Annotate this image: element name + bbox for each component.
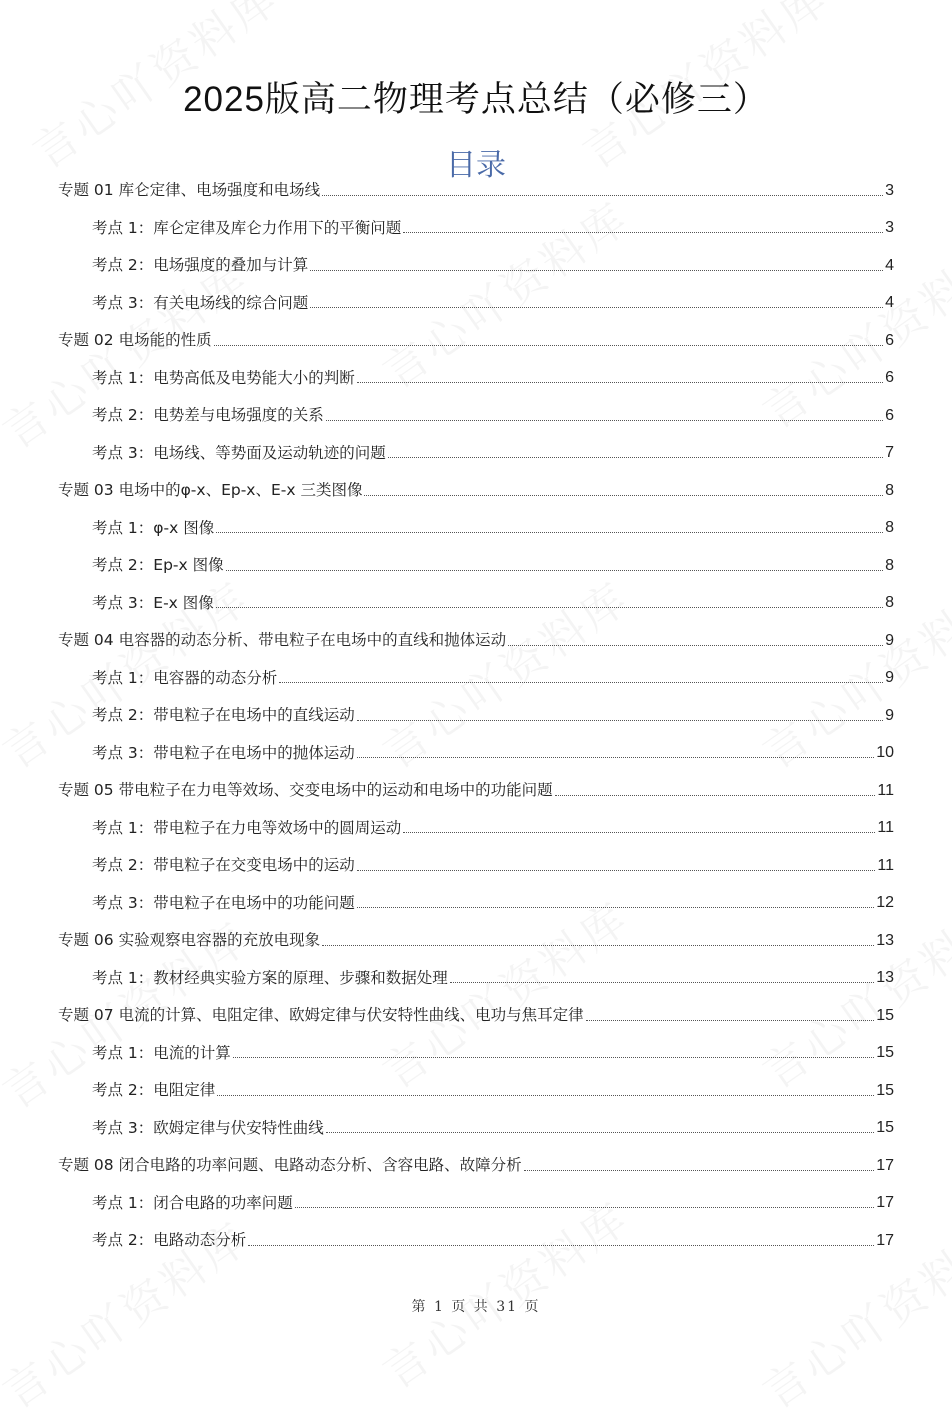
dot-leader xyxy=(586,1020,875,1021)
toc-entry-point[interactable] xyxy=(58,276,894,314)
toc-entry-point[interactable] xyxy=(58,576,894,614)
toc-entry-label: 考点 2：电场强度的叠加与计算 xyxy=(92,256,309,274)
dot-leader xyxy=(295,1207,874,1208)
dot-leader xyxy=(322,195,883,196)
toc-entry-point[interactable] xyxy=(58,1026,894,1064)
page-footer: 第 1 页 共 31 页 xyxy=(411,1299,541,1315)
toc-entry-page-number: 9 xyxy=(885,631,894,649)
toc-entry-label: 考点 2：Ep-x 图像 xyxy=(92,556,224,574)
toc-entry-label: 考点 3：有关电场线的综合问题 xyxy=(92,293,309,312)
toc-entry-topic[interactable] xyxy=(58,913,894,951)
toc-entry-label: 专题 02 电场能的性质 xyxy=(58,331,212,349)
toc-entry-label: 专题 03 电场中的φ-x、Ep-x、E-x 三类图像 xyxy=(58,481,363,499)
toc-entry-page-number: 8 xyxy=(885,519,894,536)
toc-entry-point[interactable] xyxy=(58,1063,894,1101)
toc-entry-point[interactable] xyxy=(58,201,894,239)
dot-leader xyxy=(555,795,876,796)
toc-entry-label: 考点 1：闭合电路的功率问题 xyxy=(92,1193,293,1212)
toc-entry-label: 考点 1：φ-x 图像 xyxy=(92,518,215,537)
toc-entry-page-number: 15 xyxy=(876,1006,894,1024)
toc-entry-page-number: 6 xyxy=(885,331,894,349)
toc-entry-page-number: 6 xyxy=(885,369,894,386)
toc-entry-topic[interactable] xyxy=(58,163,894,201)
toc-entry-label: 考点 2：带电粒子在电场中的直线运动 xyxy=(92,706,355,724)
dot-leader xyxy=(403,832,875,833)
toc-entry-label: 专题 08 闭合电路的功率问题、电路动态分析、含容电路、故障分析 xyxy=(58,1156,522,1174)
toc-entry-point[interactable] xyxy=(58,501,894,539)
toc-entry-point[interactable] xyxy=(58,838,894,876)
toc-entry-page-number: 15 xyxy=(876,1081,894,1099)
toc-entry-label: 考点 3：电场线、等势面及运动轨迹的问题 xyxy=(92,443,386,462)
toc-entry-page-number: 15 xyxy=(876,1119,894,1136)
dot-leader xyxy=(357,382,883,383)
dot-leader xyxy=(226,570,883,571)
dot-leader xyxy=(524,1170,875,1171)
toc-entry-label: 专题 06 实验观察电容器的充放电现象 xyxy=(58,931,321,949)
toc-entry-page-number: 17 xyxy=(876,1156,894,1174)
toc-entry-page-number: 8 xyxy=(885,594,894,611)
toc-entry-point[interactable] xyxy=(58,651,894,689)
dot-leader xyxy=(326,1132,874,1133)
dot-leader xyxy=(233,1057,874,1058)
dot-leader xyxy=(279,682,883,683)
toc-entry-point[interactable] xyxy=(58,388,894,426)
toc-entry-label: 考点 1：电容器的动态分析 xyxy=(92,668,278,687)
toc-entry-page-number: 9 xyxy=(885,706,894,724)
toc-entry-point[interactable] xyxy=(58,1213,894,1251)
toc-entry-topic[interactable] xyxy=(58,613,894,651)
toc-entry-label: 考点 3：E-x 图像 xyxy=(92,593,214,612)
toc-entry-point[interactable] xyxy=(58,801,894,839)
toc-entry-point[interactable] xyxy=(58,876,894,914)
dot-leader xyxy=(508,645,883,646)
toc-entry-point[interactable] xyxy=(58,951,894,989)
dot-leader xyxy=(216,532,883,533)
toc-entry-point[interactable] xyxy=(58,538,894,576)
toc-entry-page-number: 15 xyxy=(876,1044,894,1061)
dot-leader xyxy=(364,495,883,496)
toc-entry-page-number: 11 xyxy=(877,856,894,874)
toc-entry-label: 专题 01 库仑定律、电场强度和电场线 xyxy=(58,181,321,199)
toc-entry-point[interactable] xyxy=(58,1176,894,1214)
toc-entry-point[interactable] xyxy=(58,238,894,276)
toc-entry-label: 考点 1：库仑定律及库仑力作用下的平衡问题 xyxy=(92,218,402,237)
toc-entry-label: 考点 1：带电粒子在力电等效场中的圆周运动 xyxy=(92,818,402,837)
toc-entry-label: 考点 3：带电粒子在电场中的功能问题 xyxy=(92,893,355,912)
toc-entry-topic[interactable] xyxy=(58,1138,894,1176)
dot-leader xyxy=(216,607,883,608)
dot-leader xyxy=(357,757,874,758)
toc-entry-page-number: 17 xyxy=(876,1194,894,1211)
toc-entry-topic[interactable] xyxy=(58,763,894,801)
toc-heading: 目录 xyxy=(446,148,506,183)
toc-entry-label: 考点 2：电路动态分析 xyxy=(92,1231,247,1249)
toc-entry-page-number: 3 xyxy=(885,219,894,236)
toc-entry-page-number: 12 xyxy=(876,894,894,911)
toc-entry-label: 专题 04 电容器的动态分析、带电粒子在电场中的直线和抛体运动 xyxy=(58,631,507,649)
toc-entry-page-number: 6 xyxy=(885,406,894,424)
toc-entry-page-number: 4 xyxy=(885,294,894,311)
toc-entry-page-number: 9 xyxy=(885,669,894,686)
toc-entry-topic[interactable] xyxy=(58,988,894,1026)
dot-leader xyxy=(217,1095,874,1096)
dot-leader xyxy=(310,307,883,308)
toc-entry-label: 考点 2：电阻定律 xyxy=(92,1081,216,1099)
toc-entry-label: 专题 07 电流的计算、电阻定律、欧姆定律与伏安特性曲线、电功与焦耳定律 xyxy=(58,1006,584,1024)
toc-entry-page-number: 8 xyxy=(885,481,894,499)
dot-leader xyxy=(214,345,884,346)
dot-leader xyxy=(450,982,874,983)
toc-entry-label: 考点 1：电势高低及电势能大小的判断 xyxy=(92,368,355,387)
toc-entry-page-number: 13 xyxy=(876,931,894,949)
toc-entry-point[interactable] xyxy=(58,351,894,389)
dot-leader xyxy=(357,870,876,871)
toc-entry-page-number: 7 xyxy=(885,444,894,461)
toc-entry-point[interactable] xyxy=(58,688,894,726)
toc-entry-point[interactable] xyxy=(58,426,894,464)
toc-entry-page-number: 11 xyxy=(877,819,894,836)
toc-entry-label: 考点 1：电流的计算 xyxy=(92,1043,231,1062)
dot-leader xyxy=(357,907,874,908)
toc-entry-topic[interactable] xyxy=(58,313,894,351)
dot-leader xyxy=(326,420,883,421)
toc-entry-page-number: 10 xyxy=(876,744,894,761)
dot-leader xyxy=(310,270,883,271)
toc-entry-point[interactable] xyxy=(58,726,894,764)
page-title: 2025版高二物理考点总结（必修三） xyxy=(183,80,769,119)
toc-entry-page-number: 17 xyxy=(876,1231,894,1249)
toc-entry-label: 专题 05 带电粒子在力电等效场、交变电场中的运动和电场中的功能问题 xyxy=(58,781,553,799)
toc-entry-page-number: 4 xyxy=(885,256,894,274)
toc-entry-label: 考点 3：带电粒子在电场中的抛体运动 xyxy=(92,743,355,762)
toc-entry-label: 考点 3：欧姆定律与伏安特性曲线 xyxy=(92,1118,324,1137)
toc-entry-page-number: 8 xyxy=(885,556,894,574)
dot-leader xyxy=(322,945,874,946)
toc-entry-page-number: 13 xyxy=(876,969,894,986)
toc-entry-page-number: 3 xyxy=(885,181,894,199)
dot-leader xyxy=(388,457,883,458)
toc-entry-page-number: 11 xyxy=(877,781,894,799)
dot-leader xyxy=(248,1245,874,1246)
toc-entry-point[interactable] xyxy=(58,1101,894,1139)
dot-leader xyxy=(357,720,883,721)
toc-entry-label: 考点 2：电势差与电场强度的关系 xyxy=(92,406,324,424)
toc-entry-label: 考点 1：教材经典实验方案的原理、步骤和数据处理 xyxy=(92,968,448,987)
table-of-contents xyxy=(58,163,894,1251)
toc-entry-topic[interactable] xyxy=(58,463,894,501)
toc-entry-label: 考点 2：带电粒子在交变电场中的运动 xyxy=(92,856,355,874)
dot-leader xyxy=(403,232,883,233)
